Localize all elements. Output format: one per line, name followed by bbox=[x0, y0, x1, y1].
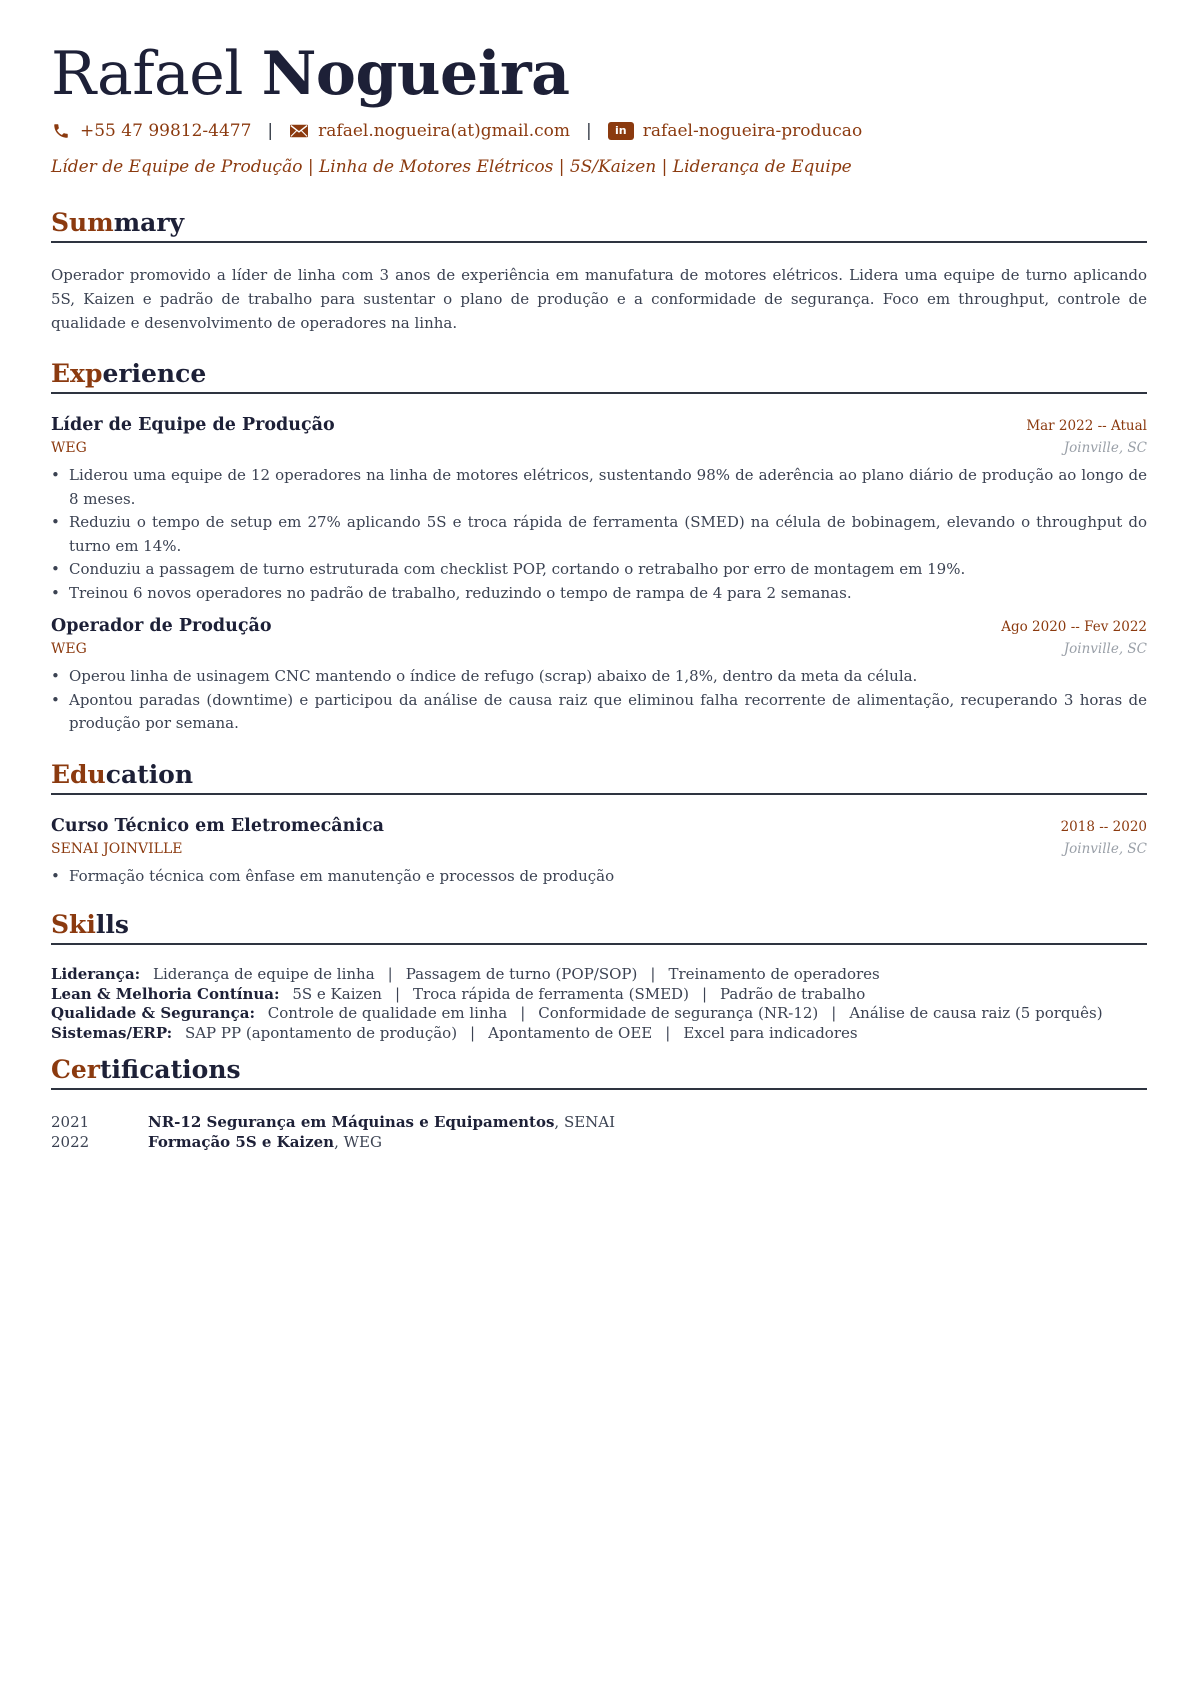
skill-category: Lean & Melhoria Contínua: bbox=[51, 984, 280, 1003]
skill-separator: | bbox=[650, 965, 656, 983]
section-title-education: Education bbox=[51, 760, 1147, 795]
job-location: Joinville, SC bbox=[1063, 641, 1147, 657]
skill-row bbox=[51, 1024, 1147, 1044]
skill-separator: | bbox=[387, 965, 393, 983]
summary-section bbox=[51, 208, 1147, 335]
degree-title: Curso Técnico em Eletromecânica bbox=[51, 815, 384, 836]
job-dates: Mar 2022 -- Atual bbox=[1026, 418, 1147, 434]
cert-issuer: , SENAI bbox=[554, 1113, 616, 1131]
cert-name: Formação 5S e Kaizen bbox=[148, 1133, 335, 1151]
experience-entry bbox=[51, 414, 1147, 605]
contact-linkedin[interactable] bbox=[608, 120, 862, 142]
contact-separator: | bbox=[586, 121, 592, 141]
bullet-item: • Formação técnica com ênfase em manutenção e processos de produção bbox=[51, 865, 1147, 889]
degree-dates: 2018 -- 2020 bbox=[1060, 818, 1147, 835]
skill-separator: | bbox=[470, 1023, 476, 1042]
cert-issuer: , WEG bbox=[334, 1133, 382, 1151]
education-bullets bbox=[51, 865, 1147, 889]
school-name: SENAI JOINVILLE bbox=[51, 840, 183, 857]
bullet-item: • Liderou uma equipe de 12 operadores na linha de motores elétricos, sustentando 98% de aderência ao plano diário de produção ao longo de 8 meses. bbox=[51, 464, 1147, 511]
bullet-item: • Operou linha de usinagem CNC mantendo o índice de refugo (scrap) abaixo de 1,8%, dentro da meta da célula. bbox=[51, 665, 1147, 689]
skill-category: Liderança: bbox=[51, 965, 141, 983]
email-address: rafael.nogueira(at)gmail.com bbox=[318, 121, 571, 141]
job-bullets bbox=[51, 464, 1147, 605]
skill-separator: | bbox=[520, 1004, 526, 1022]
candidate-name bbox=[51, 40, 1147, 108]
last-name: Nogueira bbox=[261, 39, 570, 109]
contact-separator: | bbox=[267, 121, 274, 141]
education-section bbox=[51, 760, 1147, 889]
contact-line bbox=[51, 120, 1147, 142]
bullet-item: • Reduziu o tempo de setup em 27% aplicando 5S e troca rápida de ferramenta (SMED) na célula de bobinagem, elevando o throughput do turno em 14%. bbox=[51, 511, 1147, 558]
skill-category: Qualidade & Segurança: bbox=[51, 1004, 256, 1022]
skill-separator: | bbox=[394, 984, 401, 1003]
section-title-certifications: Certifications bbox=[51, 1055, 1147, 1090]
skills-section bbox=[51, 910, 1147, 1043]
linkedin-handle: rafael-nogueira-producao bbox=[642, 121, 863, 141]
job-title: Líder de Equipe de Produção bbox=[51, 415, 335, 435]
certifications-section bbox=[51, 1055, 1147, 1152]
contact-phone[interactable] bbox=[51, 120, 251, 142]
job-company: WEG bbox=[51, 641, 87, 657]
certifications-list bbox=[51, 1112, 1147, 1152]
cert-year: 2022 bbox=[51, 1133, 90, 1151]
job-bullets bbox=[51, 665, 1147, 736]
skill-row bbox=[51, 985, 1147, 1005]
certification-item bbox=[51, 1112, 1147, 1132]
skill-item: Apontamento de OEE bbox=[488, 1023, 653, 1042]
certification-item bbox=[51, 1132, 1147, 1152]
bullet-item: • Treinou 6 novos operadores no padrão de trabalho, reduzindo o tempo de rampa de 4 para 2 semanas. bbox=[51, 582, 1147, 606]
summary-text: Operador promovido a líder de linha com 3 anos de experiência em manufatura de motores elétricos. Lidera uma equipe de turno aplicando 5S, Kaizen e padrão de trabalho para sustentar o plano de produção e a conformidade de segurança. Foco em throughput, controle de qualidade e desenvolvimento de operadores na linha. bbox=[51, 266, 1147, 332]
section-title-experience: Experience bbox=[51, 359, 1147, 394]
job-company: WEG bbox=[51, 440, 87, 456]
section-title-skills: Skills bbox=[51, 910, 1147, 945]
skill-row bbox=[51, 965, 1147, 985]
education-entry bbox=[51, 815, 1147, 889]
skill-separator: | bbox=[701, 984, 707, 1003]
phone-icon bbox=[51, 122, 71, 140]
linkedin-icon: in bbox=[608, 122, 634, 140]
experience-entry bbox=[51, 615, 1147, 736]
skill-item: Padrão de trabalho bbox=[720, 984, 866, 1003]
contact-email[interactable] bbox=[289, 120, 570, 142]
skill-separator: | bbox=[831, 1004, 837, 1022]
skill-item: Análise de causa raiz (5 porquês) bbox=[849, 1004, 1103, 1022]
bullet-item: • Conduziu a passagem de turno estruturada com checklist POP, cortando o retrabalho por erro de montagem em 19%. bbox=[51, 558, 1147, 582]
job-location: Joinville, SC bbox=[1063, 440, 1147, 456]
skill-item: Passagem de turno (POP/SOP) bbox=[405, 965, 638, 983]
email-icon bbox=[289, 122, 309, 140]
skill-item: Treinamento de operadores bbox=[668, 965, 880, 983]
cert-year: 2021 bbox=[51, 1113, 90, 1131]
first-name: Rafael bbox=[51, 39, 243, 109]
skill-item: 5S e Kaizen bbox=[292, 984, 382, 1003]
experience-section bbox=[51, 359, 1147, 736]
job-dates: Ago 2020 -- Fev 2022 bbox=[1001, 619, 1147, 635]
skill-category: Sistemas/ERP: bbox=[51, 1023, 173, 1042]
cert-name: NR-12 Segurança em Máquinas e Equipamentos bbox=[148, 1113, 555, 1131]
skill-item: SAP PP (apontamento de produção) bbox=[184, 1023, 458, 1042]
skill-item: Excel para indicadores bbox=[683, 1023, 858, 1042]
bullet-item: • Apontou paradas (downtime) e participou da análise de causa raiz que eliminou falha recorrente de alimentação, recuperando 3 horas de produção por semana. bbox=[51, 689, 1147, 736]
section-title-summary: Summary bbox=[51, 208, 1147, 243]
skills-list bbox=[51, 965, 1147, 1043]
tagline: Líder de Equipe de Produção | Linha de Motores Elétricos | 5S/Kaizen | Liderança de Equipe bbox=[51, 157, 852, 177]
skill-row bbox=[51, 1004, 1147, 1024]
skill-item: Troca rápida de ferramenta (SMED) bbox=[413, 984, 689, 1003]
skill-separator: | bbox=[665, 1023, 671, 1042]
school-location: Joinville, SC bbox=[1063, 840, 1147, 857]
skill-item: Conformidade de segurança (NR-12) bbox=[538, 1004, 819, 1022]
skill-item: Liderança de equipe de linha bbox=[152, 965, 375, 983]
phone-number: +55 47 99812-4477 bbox=[80, 121, 252, 141]
skill-item: Controle de qualidade em linha bbox=[267, 1004, 508, 1022]
job-title: Operador de Produção bbox=[51, 616, 272, 636]
